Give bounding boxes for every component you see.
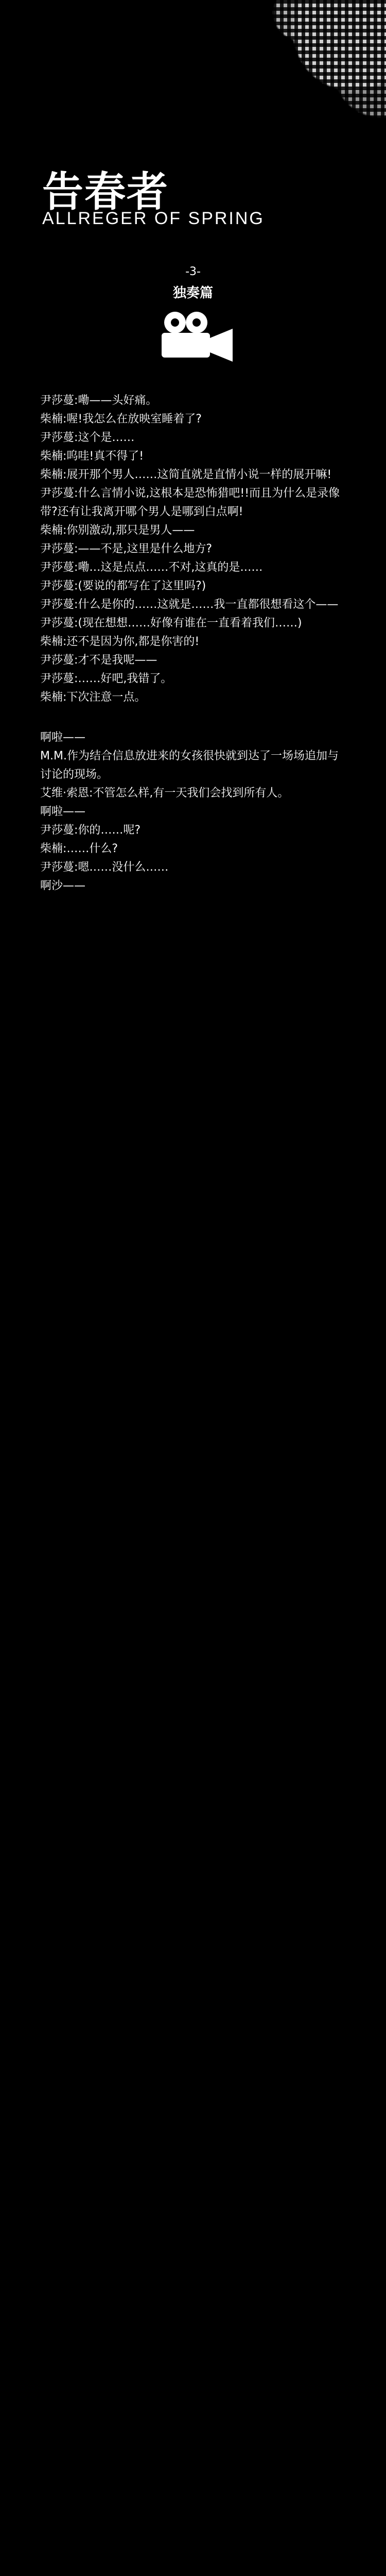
movie-camera-icon [148, 309, 238, 363]
paragraph: 尹莎蔓:才不是我呢—— [40, 654, 157, 667]
paragraph: 柴楠:呜哇!真不得了! [40, 450, 144, 463]
paragraph: 柴楠:喔!我怎么在放映室睡着了? [40, 413, 202, 426]
book-title: 告春者 [42, 168, 169, 216]
paragraph: 尹莎蔓:嘞——头好痛。 [40, 394, 157, 407]
paragraph: 尹莎蔓:嘞…这是点点……不对,这真的是…… [40, 561, 263, 574]
paragraph: 啊沙—— [40, 879, 86, 892]
paragraph: 尹莎蔓:这个是…… [40, 431, 135, 444]
paragraph: 尹莎蔓:——不是,这里是什么地方? [40, 543, 213, 555]
paragraph: M.M.作为结合信息放进来的女孩很快就到达了一场场追加与讨论的现场。 [40, 750, 339, 781]
main-text [40, 392, 343, 895]
paragraph: 艾维·索恩:不管怎么样,有一天我们会找到所有人。 [40, 787, 289, 800]
paragraph: 柴楠:展开那个男人……这简直就是直情小说一样的展开嘛! [40, 468, 332, 481]
chapter-number: -3- [185, 265, 201, 278]
paragraph: 尹莎蔓:嗯……没什么…… [40, 861, 169, 874]
pixel-splash-decoration [165, 0, 386, 155]
paragraph: 尹莎蔓:(要说的都写在了这里吗?) [40, 580, 206, 592]
paragraph: 柴楠:你别激动,那只是男人—— [40, 524, 195, 537]
header [0, 0, 386, 371]
paragraph: 尹莎蔓:你的……呢? [40, 824, 141, 837]
paragraph: 柴楠:下次注意一点。 [40, 691, 146, 704]
paragraph: 尹莎蔓:什么言情小说,这根本是恐怖猎吧!!而且为什么是录像带?还有让我离开哪个男人是哪到白点啊! [40, 487, 340, 518]
paragraph: 尹莎蔓:(现在想想……好像有谁在一直看着我们……) [40, 617, 302, 630]
paragraph: 尹莎蔓:……好吧,我错了。 [40, 672, 172, 685]
paragraph: 柴楠:还不是因为你,都是你害的! [40, 635, 200, 648]
scene-break [40, 707, 343, 728]
paragraph: 啊啦—— [40, 805, 86, 818]
paragraph: 尹莎蔓:什么是你的……这就是……我一直都很想看这个—— [40, 598, 339, 611]
chapter-subtitle: 独奏篇 [172, 285, 213, 301]
book-subtitle: ALLREGER OF SPRING [42, 209, 265, 228]
paragraph: 柴楠:……什么? [40, 842, 118, 855]
paragraph: 啊啦—— [40, 731, 86, 744]
